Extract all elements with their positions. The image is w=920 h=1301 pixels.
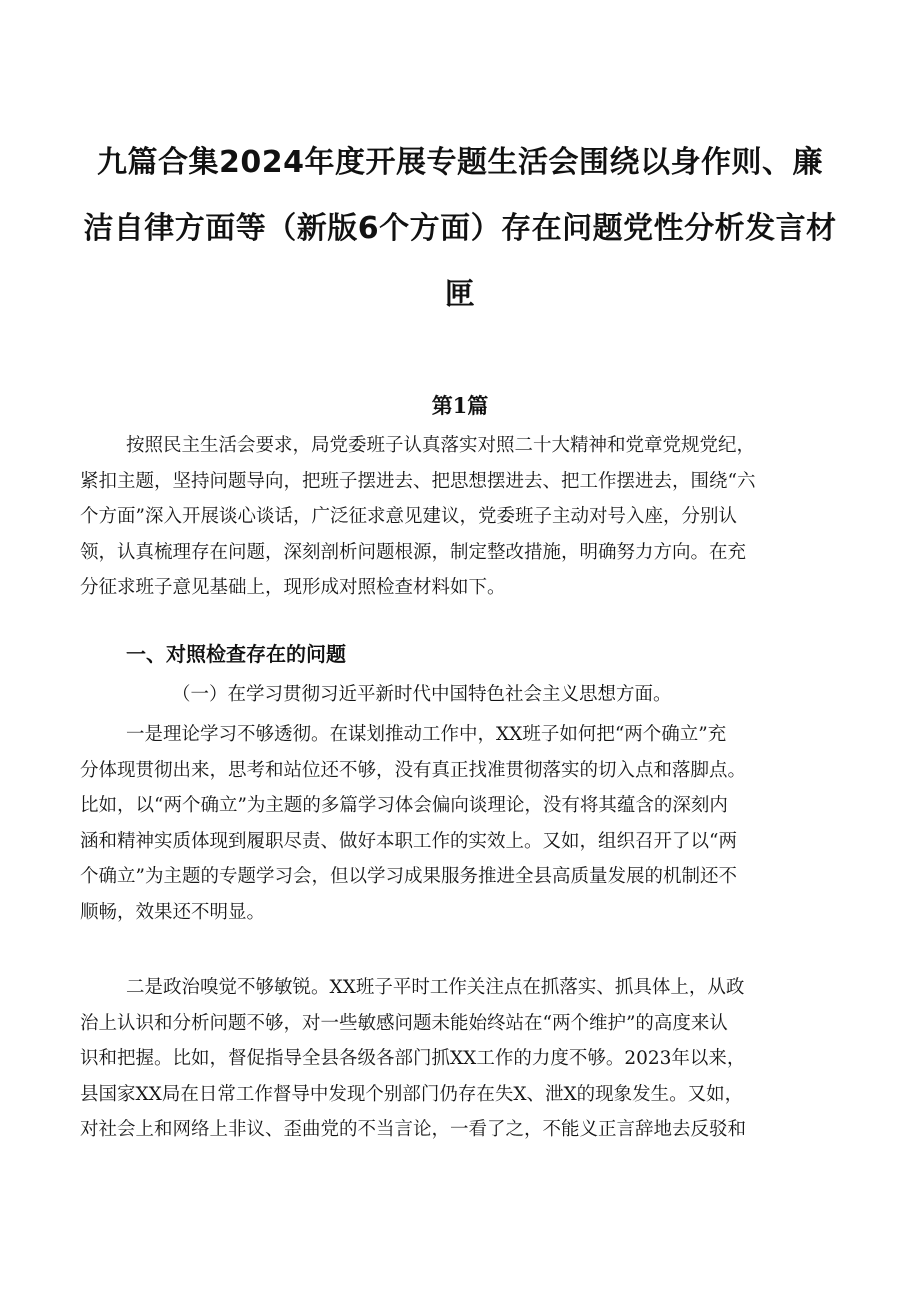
title-line: 九篇合集2024年度开展专题生活会围绕以身作则、廉 — [97, 145, 823, 180]
paragraph-line: 分体现贯彻出来，思考和站位还不够，没有真正找准贯彻落实的切入点和落脚点。 — [80, 759, 747, 781]
paragraph-line: 涵和精神实质体现到履职尽责、做好本职工作的实效上。又如，组织召开了以“两 — [80, 830, 737, 852]
title-line: 匣 — [444, 277, 476, 312]
body-paragraph-1 — [80, 717, 860, 930]
paragraph-line: 比如，以“两个确立”为主题的多篇学习体会偏向谈理论，没有将其蕴含的深刻内 — [80, 795, 728, 816]
heading-level-2: （一）在学习贯彻习近平新时代中国特色社会主义思想方面。 — [172, 684, 672, 705]
intro-paragraph — [80, 428, 860, 606]
paragraph-line: 顺畅，效果还不明显。 — [80, 901, 266, 923]
paragraph-line: 县国家XX局在日常工作督导中发现个别部门仍存在失X、泄X的现象发生。又如， — [80, 1083, 744, 1105]
document-title — [60, 130, 860, 328]
heading-level-1: 一、对照检查存在的问题 — [126, 642, 346, 666]
paragraph-line: 领，认真梳理存在问题，深刻剖析问题根源，制定整改措施，明确努力方向。在充 — [80, 541, 747, 563]
paragraph-line: 识和把握。比如，督促指导全县各级各部门抓XX工作的力度不够。2023年以来， — [80, 1048, 746, 1069]
paragraph-line: 分征求班子意见基础上，现形成对照检查材料如下。 — [80, 577, 506, 598]
paragraph-line: 个方面”深入开展谈心谈话，广泛征求意见建议，党委班子主动对号入座，分别认 — [80, 506, 737, 527]
paragraph-line: 紧扣主题，坚持问题导向，把班子摆进去、把思想摆进去、把工作摆进去，围绕“六 — [80, 470, 756, 492]
paragraph-line: 个确立”为主题的专题学习会，但以学习成果服务推进全县高质量发展的机制还不 — [80, 866, 737, 887]
section-heading: 第1篇 — [431, 393, 489, 418]
paragraph-line: 治上认识和分析问题不够，对一些敏感问题未能始终站在“两个维护”的高度来认 — [80, 1012, 728, 1034]
paragraph-line: 按照民主生活会要求，局党委班子认真落实对照二十大精神和党章党规党纪， — [126, 435, 756, 456]
paragraph-line: 二是政治嗅觉不够敏锐。XX班子平时工作关注点在抓落实、抓具体上，从政 — [126, 977, 745, 998]
body-paragraph-2 — [80, 970, 860, 1148]
title-line: 洁自律方面等（新版6个方面）存在问题党性分析发言材 — [83, 211, 837, 246]
paragraph-line: 对社会上和网络上非议、歪曲党的不当言论，一看了之，不能义正言辞地去反驳和 — [80, 1119, 747, 1140]
paragraph-line: 一是理论学习不够透彻。在谋划推动工作中，XX班子如何把“两个确立”充 — [126, 724, 727, 745]
